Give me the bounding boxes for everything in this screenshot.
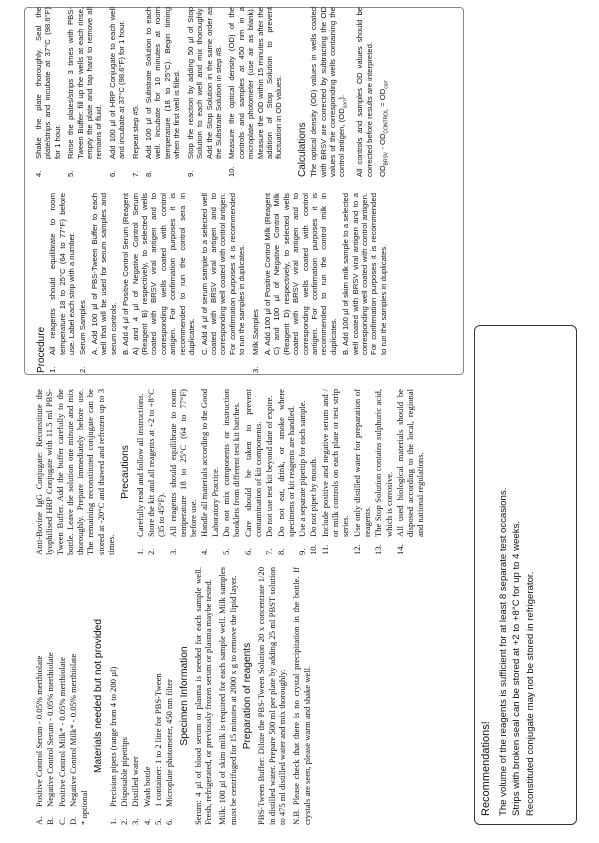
item-text: Microplate photometer, 450 nm filter xyxy=(164,679,175,807)
item-label: 11. xyxy=(319,544,330,555)
serum-samples-heading: Serum Samples xyxy=(77,300,87,355)
item-label: 6. xyxy=(107,170,117,177)
list-item xyxy=(186,7,224,177)
precautions-heading: Precautions xyxy=(120,445,132,499)
list-item xyxy=(264,389,274,555)
item-label: 7. xyxy=(264,548,275,555)
column-1 xyxy=(34,567,316,825)
reagents-heading: Preparation of reagents xyxy=(242,642,254,750)
conjugate-paragraph: Anti-Bovine IgG Conjugate: Reconstitute the lyophilised HRP Conjugate with 11.5 ml PBS-Tween Buffer. Add the buffer carefully to the bottle. Leave the solution one minute and mix thoroughly. Prepare immediately before use. The remaining reconstituted conjugate can be stored at -20°C and thawed and refrozen up to 3 times. xyxy=(34,389,117,555)
list-item xyxy=(395,389,426,555)
list-item xyxy=(308,389,318,555)
item-label: 1. xyxy=(48,366,58,373)
item-label: 7. xyxy=(130,170,140,177)
recommendation-line: Reconstituted conjugate may not be stored in refrigerator. xyxy=(524,571,536,816)
list-item xyxy=(131,7,140,177)
list-item xyxy=(199,389,220,555)
list-item xyxy=(34,7,62,177)
procedure-continued-list xyxy=(34,7,284,177)
list-item xyxy=(320,389,351,555)
list-item xyxy=(164,567,174,825)
calc-text: The optical density (OD) values in wells coated with BRSV are corrected by subtracting the OD values of the corresponding wells containing the control antigen, (OD xyxy=(309,7,347,177)
item-label: 5. xyxy=(66,170,76,177)
item-text: Care should be taken to prevent contamination of kit components. xyxy=(242,389,263,537)
list-item xyxy=(243,389,264,555)
serum-step-a: A. Add 100 µl of PBS-Tween Buffer to each well that will be used for serum samples and serum controls. xyxy=(90,193,118,355)
item-label: 6. xyxy=(164,818,175,825)
item-text: Distilled water xyxy=(130,756,141,807)
item-text: 1 container: 1 to 2 litre for PBS-Tween xyxy=(152,673,163,807)
list-item xyxy=(373,389,394,555)
item-label: 5. xyxy=(152,818,163,825)
item-label: 9. xyxy=(185,170,195,177)
item-label: C. xyxy=(56,817,67,825)
list-item xyxy=(45,567,55,825)
milk-samples-heading: Milk Samples xyxy=(250,309,260,355)
item-text: Use a separate pipettip for each sample. xyxy=(297,400,308,537)
item-label: 3. xyxy=(130,818,141,825)
list-item xyxy=(221,389,242,555)
item-label: D. xyxy=(67,816,78,825)
recommendations-box xyxy=(474,325,577,825)
item-label: 10. xyxy=(227,166,237,177)
item-label: 4. xyxy=(141,818,152,825)
item-text: Do not mix components or instruction booklets from different test kit batches. xyxy=(221,389,242,537)
list-item xyxy=(142,567,152,825)
list-item xyxy=(251,193,389,373)
item-label: 2. xyxy=(145,548,156,555)
item-label: 2. xyxy=(119,818,130,825)
item-text: Positive Control Serum - 0.05% merthiolate xyxy=(34,655,44,807)
list-item xyxy=(48,193,76,373)
item-text: Negative Control Milk* - 0.05% merthiolate xyxy=(67,653,78,807)
item-label: 3. xyxy=(167,548,178,555)
list-item xyxy=(108,7,127,177)
calculations-heading: Calculations xyxy=(296,122,308,177)
item-label: 4. xyxy=(199,548,210,555)
column-4 xyxy=(34,7,396,177)
item-text: All used biological materials should be disposed according to the local, regional and national regulations. xyxy=(394,389,426,537)
item-label: 12. xyxy=(351,544,362,555)
specimen-serum-paragraph: Serum: 4 µl of blood serum or plasma is needed for each sample well. Fresh, refrigerated, or previously frozen serum or plasma maybe tested. xyxy=(192,567,214,825)
item-label: 10. xyxy=(308,544,319,555)
item-text: Use only distilled water for preparation of reagents. xyxy=(351,389,372,537)
calculations-note: All controls and samples OD values should be corrected before results are interpreted. xyxy=(355,7,374,177)
item-text: Store the kit and all reagents at +2 to +8°C (35 to 45°F). xyxy=(145,389,167,537)
formula-equals-od: = OD xyxy=(378,88,388,110)
item-text: Carefully read and follow all instructions. xyxy=(134,393,145,537)
item-text: Add 100 µl of HRP Conjugate to each well and incubate at 37°C (98.6°F) for 1 hour. xyxy=(107,7,127,159)
item-text xyxy=(78,193,250,355)
reagents-note-paragraph: N.B. Please check that there is no crystal precipitation in the bottle. If crystals are seen, please warm and shake well. xyxy=(291,567,312,825)
item-label: 1. xyxy=(134,548,145,555)
specimen-heading: Specimen Information xyxy=(178,646,190,746)
item-label: 4. xyxy=(34,170,43,177)
item-label: 2. xyxy=(77,366,87,373)
calc-subscript: corr xyxy=(342,99,349,109)
item-text: Handle all materials according to the Good Laboratory Practice. xyxy=(199,389,220,537)
recommendation-line: The volume of the reagents is sufficient for at least 8 separate test occasions. xyxy=(498,487,510,816)
formula-sub-brsv: BRSV xyxy=(383,151,390,166)
calculation-formula xyxy=(378,7,392,177)
procedure-heading: Procedure xyxy=(36,326,47,373)
item-text: The Stop Solution contains sulphuric acid, which is corrosive. xyxy=(373,389,394,537)
list-item xyxy=(227,7,283,177)
list-item xyxy=(119,567,129,825)
item-label: 13. xyxy=(373,544,384,555)
item-label: 14. xyxy=(394,544,405,555)
item-text: Negative Control Serum - 0.05% merthiolate xyxy=(45,652,56,807)
specimen-milk-paragraph: Milk: 100 µl of skim milk is required for each sample well. Milk samples must be centrifuged for 15 minutes at 2000 x g to remove the lipid layer. xyxy=(217,567,238,825)
item-text: Stop the reaction by adding 50 µl of Stop Solution to each well and mix thoroughly. Add the Stop Solution in the same order as the Substrate Solution in step #8. xyxy=(185,7,223,159)
formula-od: OD xyxy=(378,165,388,177)
materials-heading: Materials needed but not provided xyxy=(93,618,105,774)
list-item xyxy=(34,567,44,825)
list-item xyxy=(66,7,104,177)
list-item xyxy=(57,567,67,825)
list-item xyxy=(153,567,163,825)
list-item xyxy=(144,7,182,177)
recommendations-heading: Recommendations! xyxy=(480,721,492,816)
item-label: 8. xyxy=(144,170,154,177)
list-item xyxy=(168,389,199,555)
item-text: Rinse the plates/strips 3 times with PBS-Tween Buffer: fill up the wells at each rinse, empty the plate and tap hard to remove all remains of fluid. xyxy=(66,7,104,159)
item-text: Measure the optical density (OD) of the controls and samples at 450 nm in a microplate photometer (use air as blank). Measure the OD within 15 minutes after the addition of Stop Solution to prevent fluctuation in OD values. xyxy=(227,7,284,159)
formula-sub-control: CONTROL xyxy=(383,109,390,134)
item-text: Do not use test kit beyond date of expire. xyxy=(264,395,275,537)
kit-reagents-list xyxy=(34,567,78,825)
list-item xyxy=(135,389,145,555)
serum-step-b: B. Add 4 µl of Positive Control Serum (Reagent A) and 4 µl of Negative Control Serum (Reagent B) respectively, to selected wells coated with BRSV viral antigen and to corresponding wells coated with control antigen. For confirmation purposes it is recommended to run the control sera in duplicates. xyxy=(121,193,197,355)
list-item xyxy=(297,389,307,555)
item-label: B. xyxy=(45,817,56,825)
list-item xyxy=(130,567,140,825)
item-text: Positive Control Milk* - 0.05% merthiolate xyxy=(56,657,67,807)
precautions-list xyxy=(135,389,426,555)
item-label: 9. xyxy=(297,548,308,555)
item-text: All reagents should equilibrate to room temperature 18 to 25°C (64 to 77°F) before use. Label each strip with a number. xyxy=(48,193,77,355)
item-text: Include positive and negative serum and / or milk controls on each plate or test strip series. xyxy=(319,389,351,537)
column-3 xyxy=(34,193,389,373)
list-item xyxy=(108,567,118,825)
item-text: Do not pipet by mouth. xyxy=(308,457,319,537)
item-label: 8. xyxy=(275,548,286,555)
recommendation-line: Strips with broken seal can be stored at +2 to +8°C for up to 4 weeks. xyxy=(511,520,523,816)
optional-note: * optional xyxy=(79,790,90,825)
item-text: Precision pipets (range from 4 to 200 µl) xyxy=(107,666,118,807)
item-text: Shake the plate thoroughly. Seal the plate/strips and incubate at 37°C (98.6°F) for 1 hour. xyxy=(34,7,62,159)
item-text: Add 100 µl of Substrate Solution to each well. Incubate for 10 minutes at room temperature (18 to 25°C). Begin timing when the first well is filled. xyxy=(144,7,182,159)
calc-text-end: ). xyxy=(337,94,347,100)
item-label: 3. xyxy=(250,366,260,373)
list-item xyxy=(78,193,250,373)
item-text xyxy=(251,193,389,355)
milk-step-b: B. Add 100 µl of skim milk sample to a selected well coated with BRSV viral antigen and to a corresponding well coated with control antigen. For confirmation purposes it is recommended to run the samples in duplicates. xyxy=(341,193,388,355)
item-label: 5. xyxy=(221,548,232,555)
reagents-pbs-paragraph: PBS-Tween Buffer: Dilute the PBS-Tween Solution 20 x concentrate 1/20 in distilled water. Prepare 500 ml per plate by adding 25 ml PBST solution to 475 ml distilled water and mix thoroughly. xyxy=(256,567,287,825)
item-label: 1. xyxy=(107,818,118,825)
item-text: Wash bottle xyxy=(141,766,152,807)
serum-step-c: C. Add 4 µl of serum sample to a selected well coated with BRSV viral antigen and to corresponding well coated with control antigen. For confirmation purposes it is recommended to run the samples in duplicates. xyxy=(199,193,247,355)
milk-step-a: A. Add 100 µl of Positive Control Milk (Reagent C) and 100 µl of Negative Control Milk (Reagent D) respectively, to selected wells coated with BRSV viral antigen and to corresponding wells coated with control antigen. For confirmation purposes it is recommended to run the control milk in duplicates. xyxy=(262,193,338,355)
item-text: Repeat step #5. xyxy=(130,104,140,159)
item-text: Disposable pipettips xyxy=(119,737,130,807)
list-item xyxy=(276,389,297,555)
formula-sub-corr: corr xyxy=(383,80,390,89)
column-2 xyxy=(34,389,427,555)
formula-minus-od: - OD xyxy=(378,133,388,152)
list-item xyxy=(352,389,373,555)
calculations-paragraph xyxy=(309,7,351,177)
list-item xyxy=(146,389,167,555)
item-label: 6. xyxy=(242,548,253,555)
item-text: All reagents should equilibrate to room temperature 18 to 25°C (64 to 77°F) before use. xyxy=(167,389,199,537)
materials-list xyxy=(108,567,175,825)
item-label: A. xyxy=(34,816,44,825)
item-text: Do not eat, drink, or smoke where specimens or kit reagents are handled. xyxy=(275,389,296,537)
list-item xyxy=(68,567,78,825)
procedure-list xyxy=(48,193,388,373)
